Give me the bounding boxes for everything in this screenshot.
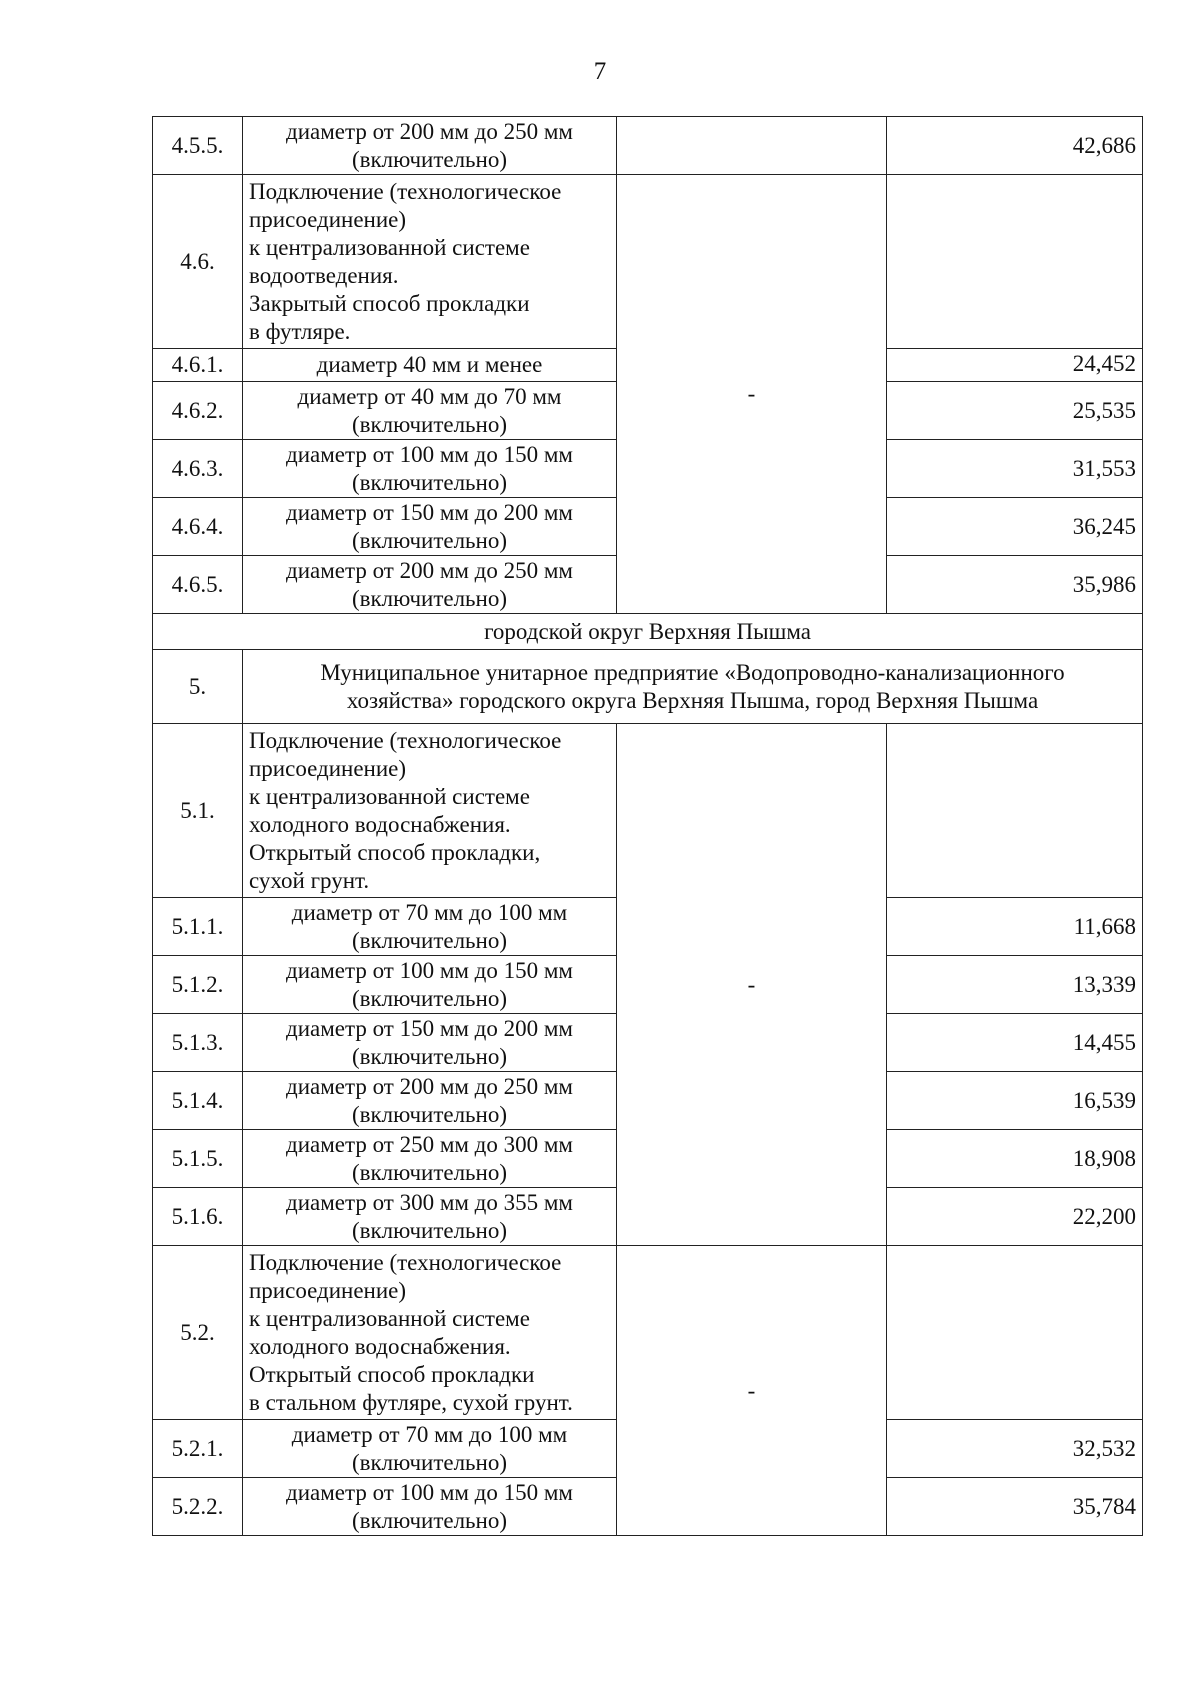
table-row — [153, 175, 1143, 349]
row-description: диаметр от 100 мм до 150 мм (включительно) — [243, 1478, 617, 1536]
organization-name: Муниципальное унитарное предприятие «Водопроводно-канализационного хозяйства» городского округа Верхняя Пышма, город Верхняя Пышма — [243, 650, 1143, 724]
row-value: 36,245 — [887, 498, 1143, 556]
row-value — [887, 1246, 1143, 1420]
tariff-table — [152, 116, 1143, 1536]
row-description: Подключение (технологическое присоединение) к централизованной системе холодного водоснабжения. Открытый способ прокладки, сухой грунт. — [243, 724, 617, 898]
merged-note-cell: - — [617, 175, 887, 614]
row-value: 24,452 — [887, 349, 1143, 382]
table-row — [153, 117, 1143, 175]
row-value: 35,784 — [887, 1478, 1143, 1536]
row-note — [617, 117, 887, 175]
district-heading: городской округ Верхняя Пышма — [153, 614, 1143, 650]
row-description: диаметр от 40 мм до 70 мм (включительно) — [243, 382, 617, 440]
row-description: Подключение (технологическое присоединение) к централизованной системе холодного водоснабжения. Открытый способ прокладки в стальном футляре, сухой грунт. — [243, 1246, 617, 1420]
row-number: 4.6. — [153, 175, 243, 349]
tariff-table-wrapper — [152, 116, 1142, 1536]
row-value: 16,539 — [887, 1072, 1143, 1130]
row-number: 5.2.1. — [153, 1420, 243, 1478]
row-value — [887, 724, 1143, 898]
table-row — [153, 650, 1143, 724]
row-description: диаметр от 150 мм до 200 мм (включительно) — [243, 1014, 617, 1072]
row-number: 5.1.3. — [153, 1014, 243, 1072]
table-row — [153, 614, 1143, 650]
merged-note-cell: - — [617, 724, 887, 1246]
row-value: 42,686 — [887, 117, 1143, 175]
row-number: 5.1.1. — [153, 898, 243, 956]
row-value: 25,535 — [887, 382, 1143, 440]
row-number: 4.6.2. — [153, 382, 243, 440]
page-number: 7 — [593, 58, 607, 85]
table-row — [153, 724, 1143, 898]
row-description: диаметр от 200 мм до 250 мм (включительно) — [243, 117, 617, 175]
merged-note-cell: - — [617, 1246, 887, 1536]
row-value — [887, 175, 1143, 349]
row-number: 4.6.4. — [153, 498, 243, 556]
row-description: диаметр от 250 мм до 300 мм (включительно) — [243, 1130, 617, 1188]
row-number: 5. — [153, 650, 243, 724]
row-number: 5.1.6. — [153, 1188, 243, 1246]
row-value: 13,339 — [887, 956, 1143, 1014]
row-description: диаметр от 100 мм до 150 мм (включительно) — [243, 440, 617, 498]
row-description: диаметр от 70 мм до 100 мм (включительно) — [243, 898, 617, 956]
row-number: 5.1.2. — [153, 956, 243, 1014]
row-value: 14,455 — [887, 1014, 1143, 1072]
row-number: 5.2. — [153, 1246, 243, 1420]
table-row — [153, 1246, 1143, 1420]
row-number: 4.5.5. — [153, 117, 243, 175]
row-description: Подключение (технологическое присоединение) к централизованной системе водоотведения. Закрытый способ прокладки в футляре. — [243, 175, 617, 349]
row-value: 11,668 — [887, 898, 1143, 956]
row-description: диаметр от 200 мм до 250 мм (включительно) — [243, 1072, 617, 1130]
row-description: диаметр от 150 мм до 200 мм (включительно) — [243, 498, 617, 556]
row-description: диаметр 40 мм и менее — [243, 349, 617, 382]
row-value: 22,200 — [887, 1188, 1143, 1246]
row-description: диаметр от 300 мм до 355 мм (включительно) — [243, 1188, 617, 1246]
row-number: 5.1.4. — [153, 1072, 243, 1130]
row-number: 5.1.5. — [153, 1130, 243, 1188]
row-value: 18,908 — [887, 1130, 1143, 1188]
row-value: 32,532 — [887, 1420, 1143, 1478]
row-description: диаметр от 200 мм до 250 мм (включительно) — [243, 556, 617, 614]
row-value: 31,553 — [887, 440, 1143, 498]
row-description: диаметр от 70 мм до 100 мм (включительно) — [243, 1420, 617, 1478]
row-number: 4.6.5. — [153, 556, 243, 614]
row-value: 35,986 — [887, 556, 1143, 614]
row-description: диаметр от 100 мм до 150 мм (включительно) — [243, 956, 617, 1014]
row-number: 4.6.3. — [153, 440, 243, 498]
row-number: 5.1. — [153, 724, 243, 898]
row-number: 4.6.1. — [153, 349, 243, 382]
row-number: 5.2.2. — [153, 1478, 243, 1536]
